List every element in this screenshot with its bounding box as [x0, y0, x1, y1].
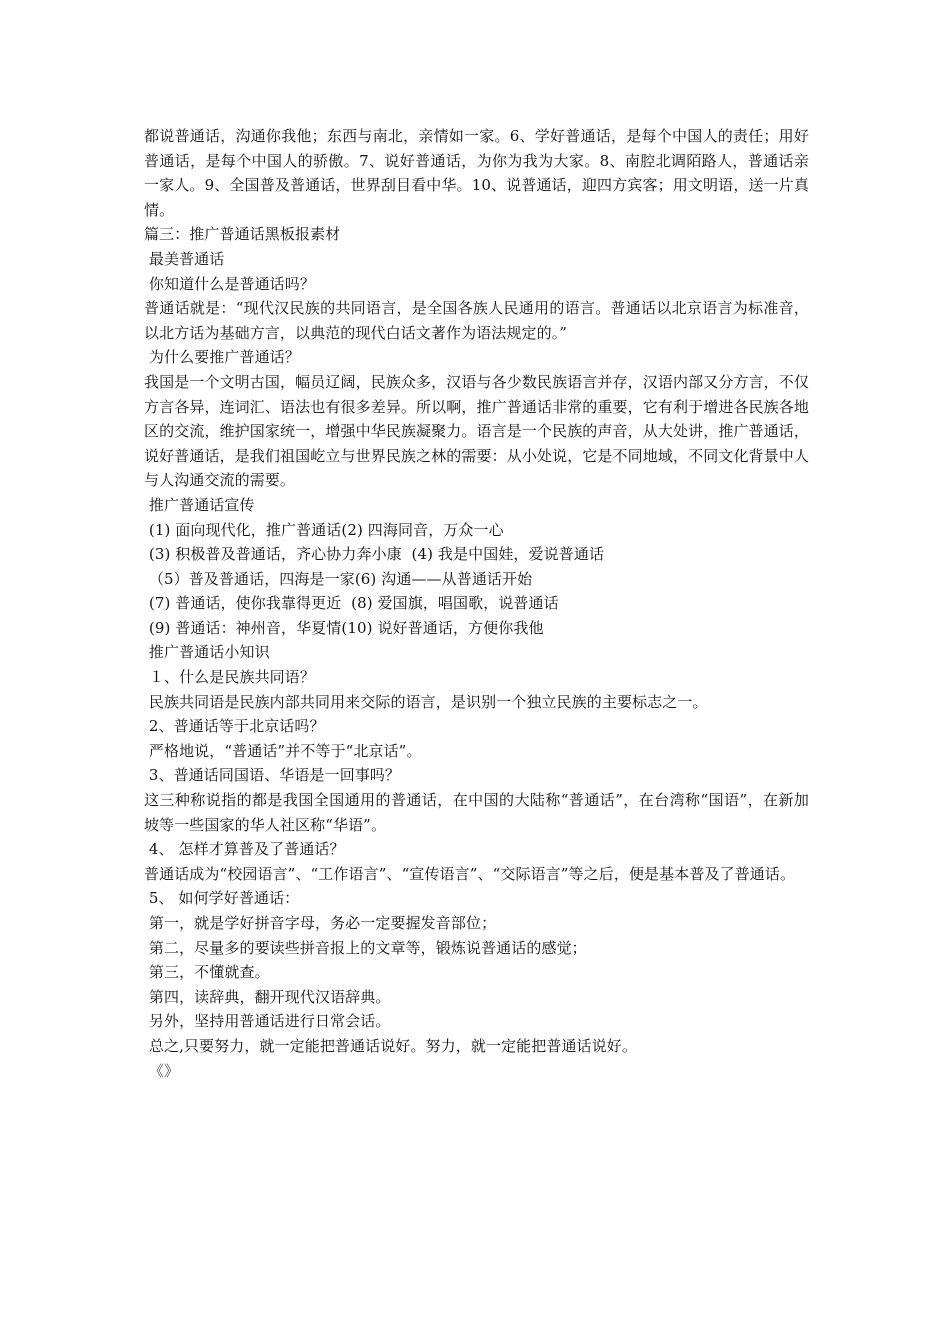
subheading-knowledge: 推广普通话小知识 [144, 643, 270, 662]
tip-second: 第二，尽量多的要读些拼音报上的文章等，锻炼说普通话的感觉； [144, 938, 587, 957]
slogan-line-4: (7) 普通话，使你我靠得更近 (8) 爱国旗，唱国歌，说普通话 [144, 594, 559, 613]
subheading-promotion-slogans: 推广普通话宣传 [144, 495, 255, 514]
section-heading-blackboard-material: 篇三：推广普通话黑板报素材 [144, 225, 341, 244]
question-1: １、什么是民族共同语？ [144, 668, 315, 687]
question-3: 3、普通话同国语、华语是一回事吗？ [144, 766, 401, 785]
question-why-promote: 为什么要推广普通话？ [144, 348, 300, 367]
answer-4: 普通话成为“校园语言”、“工作语言”、“宣传语言”、“交际语言”等之后，便是基本普及了普通话。 [144, 864, 796, 883]
document-body [144, 124, 809, 1083]
paragraph-why-promote: 我国是一个文明古国，幅员辽阔，民族众多，汉语与各少数民族语言并存，汉语内部又分方言，不仅方言各异，连词汇、语法也有很多差异。所以啊，推广普通话非常的重要，它有利于增进各民族各地区的交流，维护国家统一，增强中华民族凝聚力。语言是一个民族的声音，从大处讲，推广普通话，说好普通话，是我们祖国屹立与世界民族之林的需要：从小处说，它是不同地域，不同文化背景中人与人沟通交流的需要。 [144, 372, 809, 490]
paragraph-putonghua-definition: 普通话就是：“现代汉民族的共同语言，是全国各族人民通用的语言。普通话以北京语言为标准音，以北方话为基础方言，以典范的现代白话文著作为语法规定的。” [144, 299, 809, 342]
subheading-most-beautiful-putonghua: 最美普通话 [144, 249, 225, 268]
slogan-line-5: (9) 普通话：神州音，华夏情(10) 说好普通话，方便你我他 [144, 618, 544, 637]
paragraph-slogans-continued: 都说普通话，沟通你我他；东西与南北，亲情如一家。6、学好普通话，是每个中国人的责任；用好普通话，是每个中国人的骄傲。7、说好普通话，为你为我为大家。8、南腔北调陌路人，普通话亲一家人。9、全国普及普通话，世界刮目看中华。10、说普通话，迎四方宾客；用文明语，送一片真情。 [144, 127, 809, 219]
closing-brackets: 《》 [144, 1061, 180, 1080]
slogan-line-3: （5）普及普通话，四海是一家(6) 沟通——从普通话开始 [144, 569, 533, 588]
tip-additionally: 另外，坚持用普通话进行日常会话。 [144, 1012, 391, 1031]
answer-3: 这三种称说指的都是我国全国通用的普通话，在中国的大陆称“普通话”，在台湾称“国语”，在新加坡等一些国家的华人社区称“华语”。 [144, 791, 809, 834]
answer-2: 严格地说，“普通话”并不等于“北京话”。 [144, 741, 422, 760]
slogan-line-2: (3) 积极普及普通话，齐心协力奔小康 (4) 我是中国娃，爱说普通话 [144, 545, 605, 564]
tip-fourth: 第四，读辞典，翻开现代汉语辞典。 [144, 987, 391, 1006]
conclusion: 总之,只要努力，就一定能把普通话说好。努力，就一定能把普通话说好。 [144, 1036, 637, 1055]
question-what-is-putonghua: 你知道什么是普通话吗？ [144, 274, 315, 293]
question-2: 2、普通话等于北京话吗？ [144, 717, 325, 736]
question-4: 4、 怎样才算普及了普通话？ [144, 840, 345, 859]
tip-third: 第三，不懂就查。 [144, 963, 270, 982]
answer-1: 民族共同语是民族内部共同用来交际的语言，是识别一个独立民族的主要标志之一。 [144, 692, 708, 711]
question-5: 5、 如何学好普通话： [144, 889, 300, 908]
tip-first: 第一，就是学好拼音字母，务必一定要握发音部位； [144, 914, 497, 932]
slogan-line-1: (1) 面向现代化，推广普通话(2) 四海同音，万众一心 [144, 520, 504, 539]
